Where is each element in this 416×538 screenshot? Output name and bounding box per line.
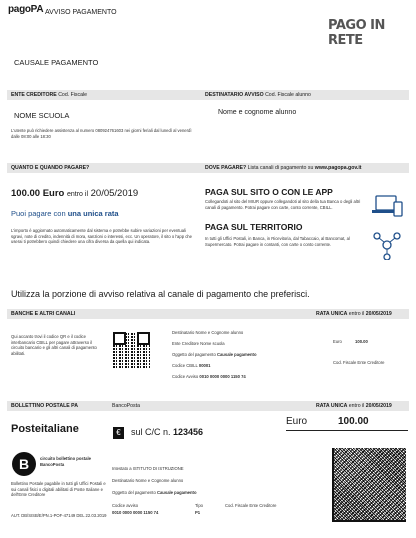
- amount-due: 100.00 Euro entro il 20/05/2019: [11, 188, 139, 199]
- postal-dest: Destinatario Nome e Cognome alunno: [112, 478, 184, 483]
- creditor-name: NOME SCUOLA: [14, 111, 70, 120]
- bank-cbill: Codice CBILL 00001: [172, 363, 211, 368]
- bancoposta-label: BancoPosta: [112, 403, 140, 409]
- creditor-label: ENTE CREDITORE Cod. Fiscale: [11, 92, 88, 98]
- pago-in-rete-logo: PAGO IN RETE: [328, 18, 385, 48]
- authorization-text: AUT. DB/SISB/E/PN.1-POF-47149 DEL 22.03.2019: [11, 513, 107, 518]
- bancoposta-b-icon: B: [12, 452, 36, 476]
- pagopa-logo: pagoPA: [8, 4, 44, 15]
- where-label: DOVE PAGARE? Lista canali di pagamento su www.pagopa.gov.it: [205, 165, 362, 171]
- when-label: QUANTO E QUANDO PAGARE?: [11, 165, 90, 171]
- poste-italiane-logo: Posteitaliane: [11, 423, 79, 435]
- bank-label: BANCHE E ALTRI CANALI: [11, 311, 76, 317]
- bank-oggetto: Oggetto del pagamento Causale pagamento: [172, 352, 257, 357]
- bank-avviso: Codice Avviso 0010 0000 0000 1150 74: [172, 374, 246, 379]
- territory-network-icon: [372, 230, 402, 260]
- euro-icon: €: [113, 427, 124, 439]
- circuit-text: circuito bollettino postale BancoPosta: [40, 456, 91, 467]
- datamatrix-code: [332, 448, 406, 522]
- postal-rata: RATA UNICA entro il 20/05/2019: [316, 403, 392, 409]
- channel-instruction: Utilizza la porzione di avviso relativa al canale di pagamento che preferisci.: [11, 289, 310, 299]
- postal-euro-label: Euro: [286, 416, 308, 427]
- bank-cf-ente: Cod. Fiscale Ente Creditore: [333, 360, 385, 365]
- postal-tipo-value: P1: [195, 510, 201, 515]
- assistance-text: L'utente può richiedere assistenza al numero 080924761603 nei giorni feriali dal lunedì al venerdì dalle 08:00 alle 18:30: [11, 128, 192, 139]
- postal-euro-value: 100.00: [338, 416, 369, 427]
- euro-underline: [286, 430, 408, 431]
- online-text: Collegandoti al sito del MIUR oppure collegandoti al sito della tua Banca o degli altri canali di pagamento. Potrai pagare con carte, conto corrente, CBILL.: [205, 199, 361, 210]
- document-title: AVVISO PAGAMENTO: [45, 9, 117, 16]
- devices-icon: [370, 192, 404, 220]
- postal-avviso-value: 0010 0000 0000 1150 74: [112, 510, 159, 515]
- amount-note: L'importo è aggiornato automaticamente dal sistema e potrebbe subire variazioni per eventuali sgravi, note di credito, indennità di mora, sanzioni o interessi, ecc. Un operatore, il sito o l'app che userai ti potrebbero quindi chiedere una cifra diversa da quella qui indicata.: [11, 228, 192, 245]
- postal-cf-ente: Cod. Fiscale Ente Creditore: [225, 503, 277, 508]
- bank-dest: Destinatario Nome e Cognome alunno: [172, 330, 244, 335]
- single-payment-text: Puoi pagare con una unica rata: [11, 209, 119, 218]
- bank-euro: Euro 100.00: [333, 339, 368, 344]
- qr-code: [113, 332, 150, 369]
- recipient-label: DESTINATARIO AVVISO Cod. Fiscale alunno: [205, 92, 311, 98]
- bank-rata: RATA UNICA entro il 20/05/2019: [316, 311, 392, 317]
- postal-avviso-label: Codice avviso: [112, 503, 139, 508]
- postal-intestato: Intestato a ISTITUTO DI ISTRUZIONE: [112, 466, 184, 471]
- territory-text: In tutti gli Uffici Postali, in Banca, in Ricevitoria, dal Tabaccaio, al Bancomat, al Supermercato. Potrai pagare in contanti, con carte o conto corrente.: [205, 236, 350, 247]
- causale-pagamento: CAUSALE PAGAMENTO: [14, 58, 99, 67]
- postal-label: BOLLETTINO POSTALE PA: [11, 403, 78, 409]
- postal-oggetto: Oggetto del pagamento Causale pagamento: [112, 490, 197, 495]
- postal-tipo-label: Tipo: [195, 503, 203, 508]
- bank-ente: Ente Creditore Nome scuola: [172, 341, 225, 346]
- territory-title: PAGA SUL TERRITORIO: [205, 222, 303, 232]
- recipient-name: Nome e cognome alunno: [218, 109, 297, 116]
- online-title: PAGA SUL SITO O CON LE APP: [205, 187, 333, 197]
- bank-description: Qui accanto trovi il codice QR e il codice interbancario CBILL per pagare attraverso il circuito bancario e gli altri canali di pagamento abilitati.: [11, 334, 97, 356]
- ccn-number: sul C/C n. 123456: [131, 427, 204, 437]
- postal-description: Bollettino Postale pagabile in tutti gli Uffici Postali e sui canali fisici o digitali abilitati di Poste Italiane e dell'Ente Creditore: [11, 481, 106, 498]
